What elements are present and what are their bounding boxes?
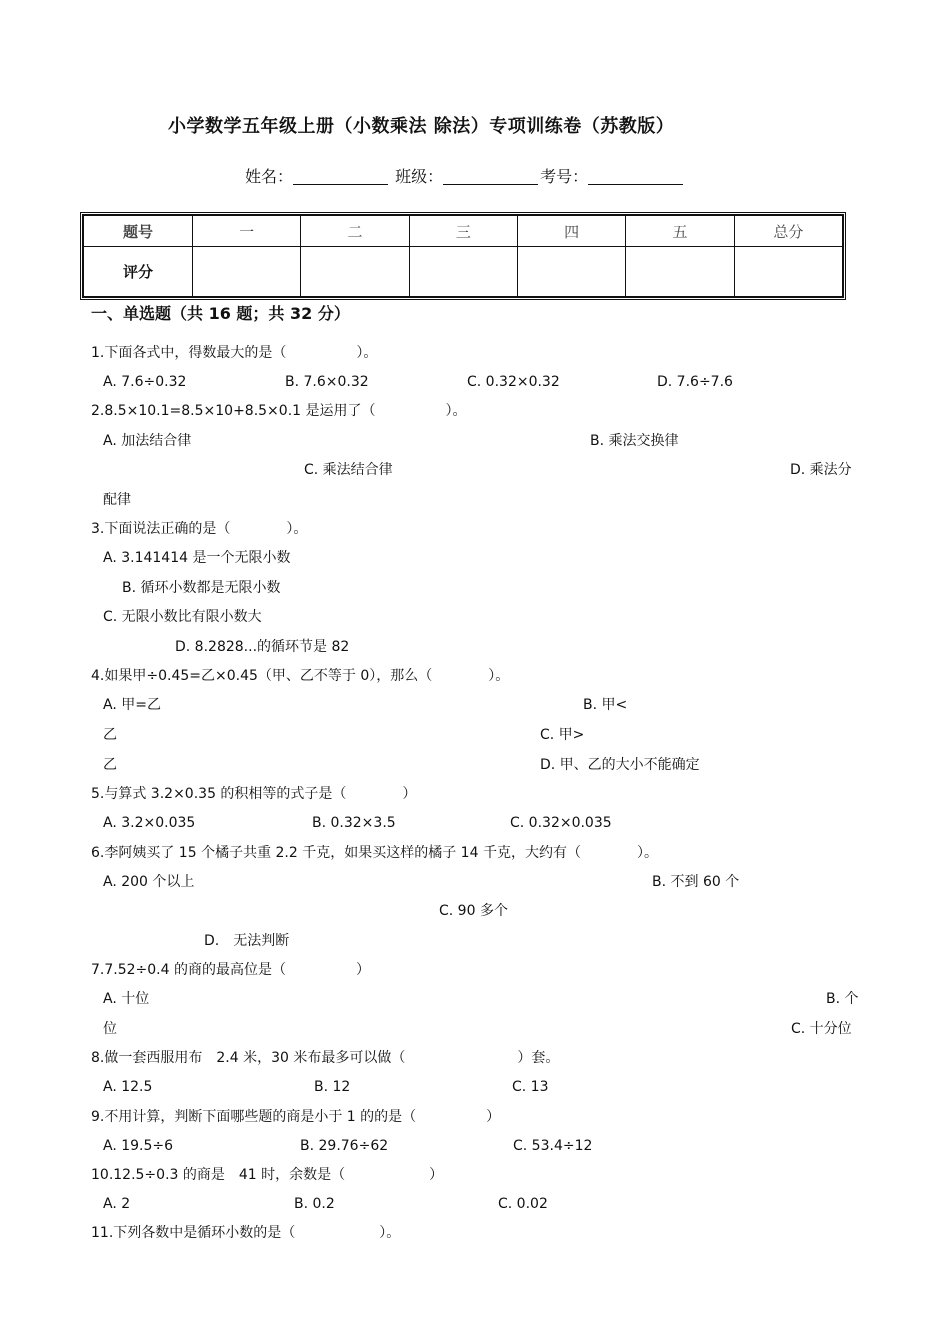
question-9: 9.不用计算，判断下面哪些题的商是小于 1 的的是（ ）: [91, 1109, 501, 1125]
q8-option-a: A. 12.5: [103, 1079, 153, 1095]
question-number-label: 题号: [84, 216, 193, 247]
column-5: 五: [626, 216, 734, 247]
question-8: 8.做一套西服用布 2.4 米，30 米布最多可以做（ ）套。: [91, 1050, 560, 1066]
q7-option-a: A. 十位: [103, 991, 150, 1007]
q10-option-c: C. 0.02: [498, 1196, 548, 1212]
question-1: 1.下面各式中，得数最大的是（ ）。: [91, 345, 378, 361]
column-1: 一: [193, 216, 301, 247]
name-blank: [293, 168, 388, 185]
class-blank: [443, 168, 538, 185]
q1-option-b: B. 7.6×0.32: [285, 374, 369, 390]
question-4: 4.如果甲÷0.45=乙×0.45（甲、乙不等于 0），那么（ ）。: [91, 668, 510, 684]
q8-option-b: B. 12: [314, 1079, 351, 1095]
question-5: 5.与算式 3.2×0.35 的积相等的式子是（ ）: [91, 786, 417, 802]
q8-option-c: C. 13: [512, 1079, 549, 1095]
q9-option-a: A. 19.5÷6: [103, 1138, 174, 1154]
q7-option-c: C. 十分位: [791, 1021, 852, 1037]
student-info: [245, 168, 685, 185]
score-label: 评分: [84, 247, 193, 297]
q1-option-d: D. 7.6÷7.6: [657, 374, 733, 390]
column-2: 二: [301, 216, 409, 247]
score-cell: [409, 247, 517, 297]
exam-no-blank: [588, 168, 683, 185]
q4-option-b: B. 甲<: [583, 697, 628, 713]
score-cell: [626, 247, 734, 297]
q5-option-a: A. 3.2×0.035: [103, 815, 196, 831]
question-10: 10.12.5÷0.3 的商是 41 时，余数是（ ）: [91, 1167, 444, 1183]
q3-option-c: C. 无限小数比有限小数大: [103, 609, 262, 625]
q3-option-a: A. 3.141414 是一个无限小数: [103, 550, 291, 566]
question-6: 6.李阿姨买了 15 个橘子共重 2.2 千克，如果买这样的橘子 14 千克，大约有（ ）。: [91, 845, 658, 861]
score-cell: [734, 247, 842, 297]
score-cell: [301, 247, 409, 297]
name-label: 姓名：: [245, 167, 294, 186]
q2-option-d: D. 乘法分: [790, 462, 852, 478]
q4-option-d: D. 甲、乙的大小不能确定: [540, 757, 700, 773]
q4-option-b-continued: 乙: [103, 727, 117, 743]
class-label: 班级：: [395, 167, 444, 186]
q4-option-c-continued: 乙: [103, 757, 117, 773]
q10-option-b: B. 0.2: [294, 1196, 335, 1212]
q2-option-c: C. 乘法结合律: [304, 462, 393, 478]
q7-option-b-continued: 位: [103, 1021, 117, 1037]
q2-option-b: B. 乘法交换律: [590, 433, 679, 449]
q4-option-c: C. 甲>: [540, 727, 585, 743]
page-title: 小学数学五年级上册（小数乘法 除法）专项训练卷（苏教版）: [168, 116, 675, 137]
column-total: 总分: [734, 216, 842, 247]
q7-option-b: B. 个: [826, 991, 859, 1007]
q6-option-c: C. 90 多个: [439, 903, 508, 919]
q4-option-a: A. 甲=乙: [103, 697, 161, 713]
q6-option-d: D. 无法判断: [204, 933, 290, 949]
q6-option-a: A. 200 个以上: [103, 874, 195, 890]
q2-option-d-continued: 配律: [103, 492, 131, 508]
q3-option-d: D. 8.2828...的循环节是 82: [175, 639, 350, 655]
column-3: 三: [409, 216, 517, 247]
q5-option-b: B. 0.32×3.5: [312, 815, 396, 831]
score-cell: [517, 247, 625, 297]
column-4: 四: [517, 216, 625, 247]
question-3: 3.下面说法正确的是（ ）。: [91, 521, 308, 537]
q9-option-c: C. 53.4÷12: [513, 1138, 593, 1154]
q10-option-a: A. 2: [103, 1196, 131, 1212]
question-11: 11.下列各数中是循环小数的是（ ）。: [91, 1225, 401, 1241]
question-7: 7.7.52÷0.4 的商的最高位是（ ）: [91, 962, 370, 978]
q5-option-c: C. 0.32×0.035: [510, 815, 612, 831]
q9-option-b: B. 29.76÷62: [300, 1138, 389, 1154]
question-2: 2.8.5×10.1=8.5×10+8.5×0.1 是运用了（ ）。: [91, 403, 467, 419]
exam-no-label: 考号：: [540, 167, 589, 186]
q1-option-a: A. 7.6÷0.32: [103, 374, 187, 390]
q3-option-b: B. 循环小数都是无限小数: [122, 580, 281, 596]
score-table-header-row: [84, 216, 843, 247]
section-title: 一、单选题（共 16 题；共 32 分）: [91, 304, 350, 323]
score-cell: [193, 247, 301, 297]
q1-option-c: C. 0.32×0.32: [467, 374, 560, 390]
q2-option-a: A. 加法结合律: [103, 433, 192, 449]
q6-option-b: B. 不到 60 个: [652, 874, 740, 890]
score-table-score-row: [84, 247, 843, 297]
score-table: [80, 212, 846, 300]
